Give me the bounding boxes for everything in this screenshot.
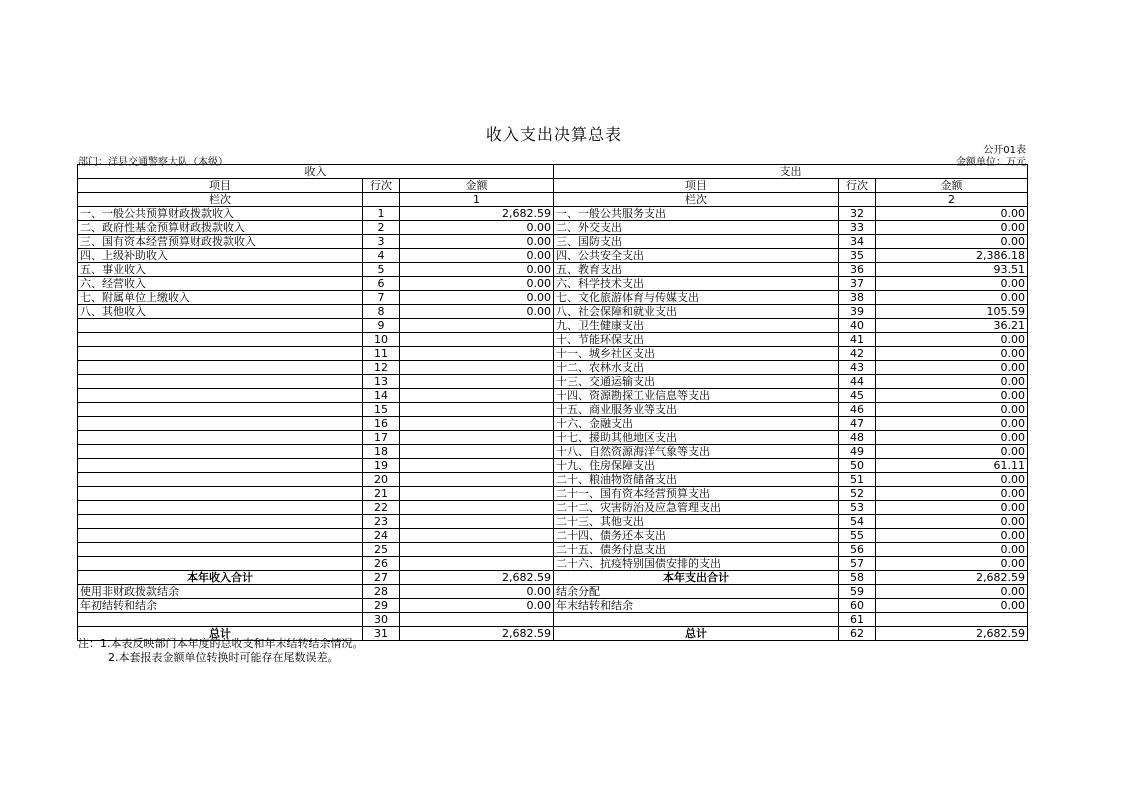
income-row-no: 27: [363, 571, 400, 585]
expense-row-no: 33: [839, 221, 876, 235]
expense-amount: 0.00: [876, 207, 1028, 221]
expense-item: 八、社会保障和就业支出: [554, 305, 839, 319]
expense-row-no: 57: [839, 557, 876, 571]
expense-amount: 0.00: [876, 347, 1028, 361]
table-row: [78, 599, 1028, 613]
income-amount: [400, 347, 554, 361]
table-row: [78, 249, 1028, 263]
expense-row-no: 45: [839, 389, 876, 403]
expense-amount: 0.00: [876, 557, 1028, 571]
income-amount: [400, 389, 554, 403]
expense-item: 二十六、抗疫特别国债安排的支出: [554, 557, 839, 571]
income-amount: [400, 459, 554, 473]
table-row: [78, 375, 1028, 389]
income-amount: [400, 319, 554, 333]
income-item: 六、经营收入: [78, 277, 363, 291]
income-item: [78, 431, 363, 445]
expense-amount: 0.00: [876, 529, 1028, 543]
expense-amount: 0.00: [876, 585, 1028, 599]
expense-row-no: 48: [839, 431, 876, 445]
income-row-no: 2: [363, 221, 400, 235]
table-row: [78, 221, 1028, 235]
table-row: [78, 473, 1028, 487]
unit-label: 金额单位：万元: [956, 157, 1026, 168]
income-row-no: 6: [363, 277, 400, 291]
income-item: 五、事业收入: [78, 263, 363, 277]
expense-item: 四、公共安全支出: [554, 249, 839, 263]
expense-row-no: 61: [839, 613, 876, 627]
expense-amount: 0.00: [876, 417, 1028, 431]
expense-item: 结余分配: [554, 585, 839, 599]
income-item: [78, 501, 363, 515]
expense-item: 九、卫生健康支出: [554, 319, 839, 333]
expense-item-header: 项目: [554, 179, 839, 193]
expense-amount: 2,682.59: [876, 571, 1028, 585]
income-row-no: 30: [363, 613, 400, 627]
expense-item: 十一、城乡社区支出: [554, 347, 839, 361]
income-amount: [400, 515, 554, 529]
expense-row-no: 51: [839, 473, 876, 487]
expense-row-no: 42: [839, 347, 876, 361]
expense-amount: 2,682.59: [876, 627, 1028, 641]
income-row-no: 21: [363, 487, 400, 501]
expense-amount-header: 金额: [876, 179, 1028, 193]
expense-column-2: 2: [876, 193, 1028, 207]
table-row: [78, 515, 1028, 529]
expense-amount: 0.00: [876, 235, 1028, 249]
table-row: [78, 235, 1028, 249]
table-row: [78, 613, 1028, 627]
table-row: [78, 543, 1028, 557]
income-item: [78, 515, 363, 529]
income-row-no: 19: [363, 459, 400, 473]
income-amount: 0.00: [400, 291, 554, 305]
income-row-no: 12: [363, 361, 400, 375]
expense-amount: 0.00: [876, 599, 1028, 613]
table-row: [78, 487, 1028, 501]
expense-amount: 0.00: [876, 403, 1028, 417]
table-row: [78, 557, 1028, 571]
income-row-no: 18: [363, 445, 400, 459]
expense-item: 年末结转和结余: [554, 599, 839, 613]
expense-item: 十六、金融支出: [554, 417, 839, 431]
expense-item: [554, 613, 839, 627]
income-row-no: 17: [363, 431, 400, 445]
expense-amount: 0.00: [876, 221, 1028, 235]
income-row-no: 10: [363, 333, 400, 347]
income-item: [78, 389, 363, 403]
income-row-no: 13: [363, 375, 400, 389]
expense-item: 六、科学技术支出: [554, 277, 839, 291]
expense-amount: 61.11: [876, 459, 1028, 473]
table-row: [78, 333, 1028, 347]
income-amount: [400, 445, 554, 459]
table-row: [78, 207, 1028, 221]
income-amount: 0.00: [400, 277, 554, 291]
income-expense-table: [77, 164, 1028, 641]
income-row-no: 28: [363, 585, 400, 599]
table-row: [78, 291, 1028, 305]
expense-row-no: 47: [839, 417, 876, 431]
income-amount: [400, 403, 554, 417]
expense-row-no: 52: [839, 487, 876, 501]
income-row-no: 8: [363, 305, 400, 319]
expense-row-no: 62: [839, 627, 876, 641]
income-row-no: 3: [363, 235, 400, 249]
income-header: 收入: [78, 165, 554, 179]
table-row: [78, 445, 1028, 459]
income-item: 八、其他收入: [78, 305, 363, 319]
income-item: 年初结转和结余: [78, 599, 363, 613]
expense-amount: 0.00: [876, 501, 1028, 515]
expense-amount: 0.00: [876, 277, 1028, 291]
income-item: [78, 557, 363, 571]
expense-item: 二十三、其他支出: [554, 515, 839, 529]
expense-row-no: 54: [839, 515, 876, 529]
expense-amount: 0.00: [876, 291, 1028, 305]
income-item: [78, 473, 363, 487]
expense-item: 十二、农林水支出: [554, 361, 839, 375]
income-item: [78, 529, 363, 543]
expense-item: 二十二、灾害防治及应急管理支出: [554, 501, 839, 515]
note-2: 2.本套报表金额单位转换时可能存在尾数误差。: [108, 651, 339, 664]
income-amount: 0.00: [400, 305, 554, 319]
expense-amount: 105.59: [876, 305, 1028, 319]
income-amount: 2,682.59: [400, 207, 554, 221]
income-row-no: 14: [363, 389, 400, 403]
expense-item: 本年支出合计: [554, 571, 839, 585]
income-row-no: 24: [363, 529, 400, 543]
income-item: 二、政府性基金预算财政拨款收入: [78, 221, 363, 235]
table-row: [78, 389, 1028, 403]
table-row: [78, 403, 1028, 417]
income-amount: 0.00: [400, 221, 554, 235]
income-item: [78, 417, 363, 431]
note-1: 注：1.本表反映部门本年度的总收支和年末结转结余情况。: [78, 637, 364, 650]
expense-item: 二、外交支出: [554, 221, 839, 235]
income-amount: [400, 417, 554, 431]
income-amount: 0.00: [400, 585, 554, 599]
expense-row-no: 36: [839, 263, 876, 277]
expense-amount: 0.00: [876, 389, 1028, 403]
table-row: [78, 501, 1028, 515]
expense-row-no: 56: [839, 543, 876, 557]
income-item: [78, 459, 363, 473]
expense-row-no: 32: [839, 207, 876, 221]
expense-amount: [876, 613, 1028, 627]
expense-row-no: 44: [839, 375, 876, 389]
table-row: [78, 585, 1028, 599]
income-item: 三、国有资本经营预算财政拨款收入: [78, 235, 363, 249]
income-item: [78, 347, 363, 361]
expense-item: 二十、粮油物资储备支出: [554, 473, 839, 487]
income-column-1: 1: [400, 193, 554, 207]
expense-amount: 0.00: [876, 515, 1028, 529]
expense-amount: 0.00: [876, 473, 1028, 487]
expense-amount: 0.00: [876, 431, 1028, 445]
expense-row-no: 43: [839, 361, 876, 375]
expense-item: 一、一般公共服务支出: [554, 207, 839, 221]
expense-row-no: 41: [839, 333, 876, 347]
table-row: [78, 417, 1028, 431]
income-row-no: 9: [363, 319, 400, 333]
income-row-no: 1: [363, 207, 400, 221]
income-item: [78, 319, 363, 333]
expense-item: 十九、住房保障支出: [554, 459, 839, 473]
income-amount: 0.00: [400, 235, 554, 249]
table-row: [78, 263, 1028, 277]
expense-row-no: 49: [839, 445, 876, 459]
expense-item: 七、文化旅游体育与传媒支出: [554, 291, 839, 305]
income-row-no: 22: [363, 501, 400, 515]
income-row-no: 26: [363, 557, 400, 571]
income-amount: [400, 487, 554, 501]
expense-row-no: 59: [839, 585, 876, 599]
expense-row-no: 58: [839, 571, 876, 585]
table-row: [78, 305, 1028, 319]
income-amount: [400, 361, 554, 375]
table-row: [78, 431, 1028, 445]
expense-amount: 0.00: [876, 333, 1028, 347]
expense-row-no: 34: [839, 235, 876, 249]
expense-row-no: 38: [839, 291, 876, 305]
expense-amount: 0.00: [876, 445, 1028, 459]
income-item: 本年收入合计: [78, 571, 363, 585]
expense-header: 支出: [554, 165, 1028, 179]
form-code: 公开01表: [983, 145, 1026, 156]
expense-item: 二十五、债务付息支出: [554, 543, 839, 557]
department-label: 部门：洋县交通警察大队（本级）: [78, 157, 228, 168]
expense-row-no: 46: [839, 403, 876, 417]
income-item: 四、上级补助收入: [78, 249, 363, 263]
income-amount: 0.00: [400, 263, 554, 277]
expense-amount: 36.21: [876, 319, 1028, 333]
expense-item: 十、节能环保支出: [554, 333, 839, 347]
expense-row-no: 37: [839, 277, 876, 291]
income-amount: 2,682.59: [400, 571, 554, 585]
expense-row-no: 39: [839, 305, 876, 319]
report-title: 收入支出决算总表: [485, 125, 622, 144]
income-amount: 2,682.59: [400, 627, 554, 641]
expense-item: 五、教育支出: [554, 263, 839, 277]
expense-item: 总计: [554, 627, 839, 641]
table-row: [78, 529, 1028, 543]
income-row-no: 31: [363, 627, 400, 641]
expense-item: 十八、自然资源海洋气象等支出: [554, 445, 839, 459]
expense-amount: 93.51: [876, 263, 1028, 277]
expense-amount: 0.00: [876, 361, 1028, 375]
income-amount: [400, 431, 554, 445]
income-row-no: 29: [363, 599, 400, 613]
table-row: [78, 277, 1028, 291]
income-item: [78, 375, 363, 389]
income-amount: [400, 501, 554, 515]
income-row-no: 25: [363, 543, 400, 557]
income-amount: [400, 543, 554, 557]
income-item: [78, 487, 363, 501]
expense-row-no: 60: [839, 599, 876, 613]
expense-item: 十七、援助其他地区支出: [554, 431, 839, 445]
income-item: [78, 445, 363, 459]
expense-item: 二十四、债务还本支出: [554, 529, 839, 543]
income-row-no: 20: [363, 473, 400, 487]
income-amount: [400, 473, 554, 487]
income-item: [78, 543, 363, 557]
income-column-no-label: 栏次: [78, 193, 363, 207]
income-row-no: 11: [363, 347, 400, 361]
notes: [78, 637, 364, 665]
income-item: 使用非财政拨款结余: [78, 585, 363, 599]
expense-item: 十四、资源勘探工业信息等支出: [554, 389, 839, 403]
income-item: 七、附属单位上缴收入: [78, 291, 363, 305]
income-row-no: 23: [363, 515, 400, 529]
income-amount: 0.00: [400, 249, 554, 263]
expense-item: 十三、交通运输支出: [554, 375, 839, 389]
expense-column-no-blank: [839, 193, 876, 207]
expense-row-no: 35: [839, 249, 876, 263]
expense-amount: 0.00: [876, 375, 1028, 389]
income-column-no-blank: [363, 193, 400, 207]
income-row-no: 5: [363, 263, 400, 277]
expense-row-no: 50: [839, 459, 876, 473]
income-item: [78, 333, 363, 347]
expense-item: 二十一、国有资本经营预算支出: [554, 487, 839, 501]
income-amount: [400, 613, 554, 627]
income-amount: [400, 557, 554, 571]
table-row: [78, 319, 1028, 333]
table-row: [78, 361, 1028, 375]
income-item: 总计: [78, 627, 363, 641]
expense-row-no: 53: [839, 501, 876, 515]
subtotal-row: [78, 571, 1028, 585]
income-item-header: 项目: [78, 179, 363, 193]
income-row-no: 15: [363, 403, 400, 417]
expense-item: 三、国防支出: [554, 235, 839, 249]
income-item: 一、一般公共预算财政拨款收入: [78, 207, 363, 221]
income-row-no: 4: [363, 249, 400, 263]
income-item: [78, 403, 363, 417]
income-item: [78, 361, 363, 375]
income-amount: [400, 333, 554, 347]
expense-row-no: 55: [839, 529, 876, 543]
income-row-no: 7: [363, 291, 400, 305]
income-amount: 0.00: [400, 599, 554, 613]
income-amount: [400, 375, 554, 389]
expense-row-no: 40: [839, 319, 876, 333]
expense-row-no-header: 行次: [839, 179, 876, 193]
table-row: [78, 347, 1028, 361]
expense-item: 十五、商业服务业等支出: [554, 403, 839, 417]
expense-amount: 2,386.18: [876, 249, 1028, 263]
income-item: [78, 613, 363, 627]
income-amount-header: 金额: [400, 179, 554, 193]
income-row-no-header: 行次: [363, 179, 400, 193]
expense-amount: 0.00: [876, 543, 1028, 557]
expense-amount: 0.00: [876, 487, 1028, 501]
expense-column-no-label: 栏次: [554, 193, 839, 207]
income-amount: [400, 529, 554, 543]
income-row-no: 16: [363, 417, 400, 431]
table-row: [78, 459, 1028, 473]
